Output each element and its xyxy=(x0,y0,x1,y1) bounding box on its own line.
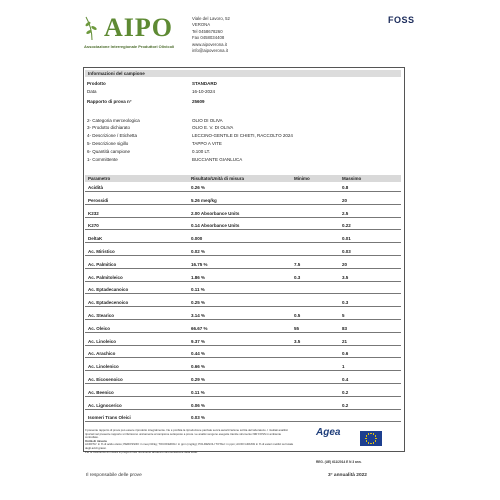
table-row xyxy=(85,247,401,256)
star-icon xyxy=(366,435,368,437)
star-icon xyxy=(368,433,370,435)
maximum-cell: 0.3 xyxy=(342,300,349,306)
foss-logo: FOSS xyxy=(388,15,415,25)
header-result: Risultato/Unità di misura xyxy=(191,176,245,181)
maximum-cell: 2.5 xyxy=(342,210,349,216)
star-icon xyxy=(370,433,372,435)
star-icon xyxy=(375,435,377,437)
table-row xyxy=(85,337,401,346)
legal-note: Il presente rapporto di prova può essere riprodotto integralmente. Ne è proibita la riproduzione parziale senza autorizzazione scritta del laboratorio. I risultati analitici riportati nel presente rapporto si riferiscono unicamente al campione sottoposto a prova. Le analisi vengono eseguite tramite strumento NIR FOSS in ambiente controllato. xyxy=(85,428,288,440)
result-cell: 0.14 Absorbance Units xyxy=(191,223,240,229)
result-cell: 66.67 % xyxy=(191,325,208,331)
result-cell: 0.03 % xyxy=(191,415,206,421)
table-row xyxy=(85,388,401,397)
parameter-cell: Ac. Miristico xyxy=(88,249,115,254)
minimum-cell: 55 xyxy=(294,325,300,331)
result-cell: 1.86 % xyxy=(191,274,206,280)
parameter-cell: Ac. Lignocerico xyxy=(88,402,122,408)
city-line: VERONA xyxy=(192,22,211,28)
star-icon xyxy=(373,442,375,444)
maximum-cell: 0.6 xyxy=(342,351,349,357)
report-number-value: 25609 xyxy=(192,99,205,104)
eu-flag-icon xyxy=(360,431,382,446)
header-maximum: Massimo xyxy=(342,176,362,181)
header-minimum: Minimo xyxy=(294,176,310,181)
maximum-cell: 21 xyxy=(342,338,348,344)
table-row xyxy=(85,196,401,205)
results-table-header xyxy=(85,175,401,182)
table-row xyxy=(85,221,401,230)
minimum-cell: 0.5 xyxy=(294,313,301,318)
result-cell: 0.06 % xyxy=(191,402,206,408)
maximum-cell: 0.22 xyxy=(342,223,351,229)
result-cell: 0.25 % xyxy=(191,300,206,306)
parameter-cell: Ac. Eptadecanoico xyxy=(88,287,129,293)
parameter-cell: Isomeri Trans Oleici xyxy=(88,415,131,421)
maximum-cell: 3.5 xyxy=(342,274,349,280)
parameter-cell: Perossidi xyxy=(88,197,109,203)
detail-value: OLIO DI OLIVA xyxy=(192,118,223,123)
parameter-cell: Ac. Palmitoleico xyxy=(88,274,123,280)
brand-tagline: Associazione Interregionale Produttori Olivicoli xyxy=(84,44,175,49)
star-icon xyxy=(370,443,372,445)
maximum-cell: 0.01 xyxy=(342,236,351,242)
agea-logo: Agea xyxy=(316,427,341,438)
maximum-cell: 83 xyxy=(342,325,348,331)
table-row xyxy=(85,183,401,192)
maximum-cell: 0.2 xyxy=(342,389,349,395)
regulation-reference: REG. (UE) 611/2014 E N 3 ann. xyxy=(316,460,362,464)
legal-note: ACIDITA': in % di acido oleico; PEROSSIDI: in meq O2/kg; TOCOFEROLI: in ppm (mg/kg); POLIFENOLI TOTALI: in ppm; ACIDI GRASSI in % di esteri metilici sul totale degli acidi grassi. xyxy=(85,442,294,450)
detail-label: 6- Quantità campione xyxy=(87,149,131,154)
header-parameter: Parametro xyxy=(88,176,111,181)
star-icon xyxy=(375,438,377,440)
parameter-cell: K232 xyxy=(88,210,99,216)
signer-caption: Il responsabile delle prove xyxy=(86,473,142,478)
result-cell: 0.11 % xyxy=(191,287,205,293)
table-row xyxy=(85,285,401,294)
star-icon xyxy=(365,438,367,440)
parameter-cell: K270 xyxy=(88,223,99,229)
detail-value: LECCINO-GENTILE DI CHIETI, RACCOLTO 2024 xyxy=(192,133,293,138)
parameter-cell: Ac. Eptadecenoico xyxy=(88,300,129,306)
table-row xyxy=(85,234,401,243)
address-line: Viale del Lavoro, 52 xyxy=(192,16,230,21)
parameter-cell: Ac. Oleico xyxy=(88,325,111,331)
parameter-cell: Acidità xyxy=(88,185,104,190)
product-value: STANDARD xyxy=(192,81,217,86)
table-row xyxy=(85,349,401,358)
table-row xyxy=(85,401,401,410)
website-link[interactable]: www.aipoverona.it xyxy=(192,41,227,47)
product-label: Prodotto xyxy=(87,81,106,86)
sample-info-heading: Informazioni del campione xyxy=(85,70,401,77)
table-row xyxy=(85,311,401,320)
detail-value: BUCCIANTE GIANLUCA xyxy=(192,157,243,162)
date-value: 16-10-2024 xyxy=(192,89,216,94)
parameter-cell: Ac. Linolenico xyxy=(88,364,119,370)
olive-branch-icon xyxy=(84,16,100,40)
phone-line: Tel 0458678260 xyxy=(192,28,223,34)
maximum-cell: 0.2 xyxy=(342,402,349,408)
table-row xyxy=(85,209,401,218)
result-cell: 0.44 % xyxy=(191,351,206,357)
table-row xyxy=(85,413,401,422)
detail-label: 1- Committente xyxy=(87,157,118,162)
maximum-cell: 0.03 xyxy=(342,249,351,254)
parameter-cell: Ac. Eicosenoico xyxy=(88,377,123,382)
accreditation-block xyxy=(316,427,390,475)
units-heading: Unità di misura xyxy=(85,438,107,443)
detail-value: 0.100 LT. xyxy=(192,149,211,154)
detail-label: 3- Prodotto dichiarato xyxy=(87,125,131,130)
parameter-cell: Ac. Beenico xyxy=(88,389,114,395)
fax-line: Fax 0458034408 xyxy=(192,35,225,41)
star-icon xyxy=(375,440,377,442)
table-row xyxy=(85,362,401,371)
detail-label: 5- Descrizione sigillo xyxy=(87,141,129,146)
result-cell: 2.00 Absorbance Units xyxy=(191,210,240,216)
parameter-cell: DeltaK xyxy=(88,236,103,242)
detail-value: OLIO E. V. DI OLIVA xyxy=(192,125,234,130)
detail-label: 2- Categoria merceologica xyxy=(87,118,140,123)
minimum-cell: 0.3 xyxy=(294,274,301,280)
result-cell: 0.66 % xyxy=(191,364,206,370)
table-row xyxy=(85,324,401,333)
contact-block xyxy=(192,16,230,54)
email-link[interactable]: info@aipoverona.it xyxy=(192,48,228,54)
result-cell: 0.29 % xyxy=(191,377,206,382)
minimum-cell: 7.5 xyxy=(294,261,301,267)
maximum-cell: 1 xyxy=(342,364,345,370)
result-cell: 0.11 % xyxy=(191,389,205,395)
detail-label: 4- Descrizione / Etichetta xyxy=(87,133,138,138)
legal-notes xyxy=(85,429,295,454)
maximum-cell: 20 xyxy=(342,197,348,203)
detail-value: TAPPO A VITE xyxy=(192,141,222,146)
parameter-cell: Ac. Arachico xyxy=(88,351,116,357)
result-cell: 0.000 xyxy=(191,236,203,242)
annuality-label: 3° annualità 2022 xyxy=(328,473,367,478)
brand-name: AIPO xyxy=(104,13,173,42)
date-label: Data xyxy=(87,89,97,94)
table-row xyxy=(85,298,401,307)
result-cell: 3.14 % xyxy=(191,313,206,318)
result-cell: 0.26 % xyxy=(191,185,206,190)
table-row xyxy=(85,375,401,384)
star-icon xyxy=(368,442,370,444)
maximum-cell: 5 xyxy=(342,313,345,318)
result-cell: 5.26 meq/kg xyxy=(191,197,217,203)
parameter-cell: Ac. Linoleico xyxy=(88,338,117,344)
table-row xyxy=(85,273,401,282)
minimum-cell: 3.5 xyxy=(294,338,301,344)
maximum-cell: 0.4 xyxy=(342,377,349,382)
maximum-cell: 0.8 xyxy=(342,185,349,190)
table-row xyxy=(85,260,401,269)
maximum-cell: 20 xyxy=(342,261,348,267)
result-cell: 9.37 % xyxy=(191,338,206,344)
parameter-cell: Ac. Palmitico xyxy=(88,261,117,267)
result-cell: 16.75 % xyxy=(191,261,208,267)
result-cell: 0.02 % xyxy=(191,249,206,254)
report-number-label: Rapporto di prova n° xyxy=(87,99,132,104)
parameter-cell: Ac. Stearico xyxy=(88,313,115,318)
legal-note: Per le incertezze di misura si prega di fare riferimento all'elenco strumentazione della sede. xyxy=(85,449,198,454)
